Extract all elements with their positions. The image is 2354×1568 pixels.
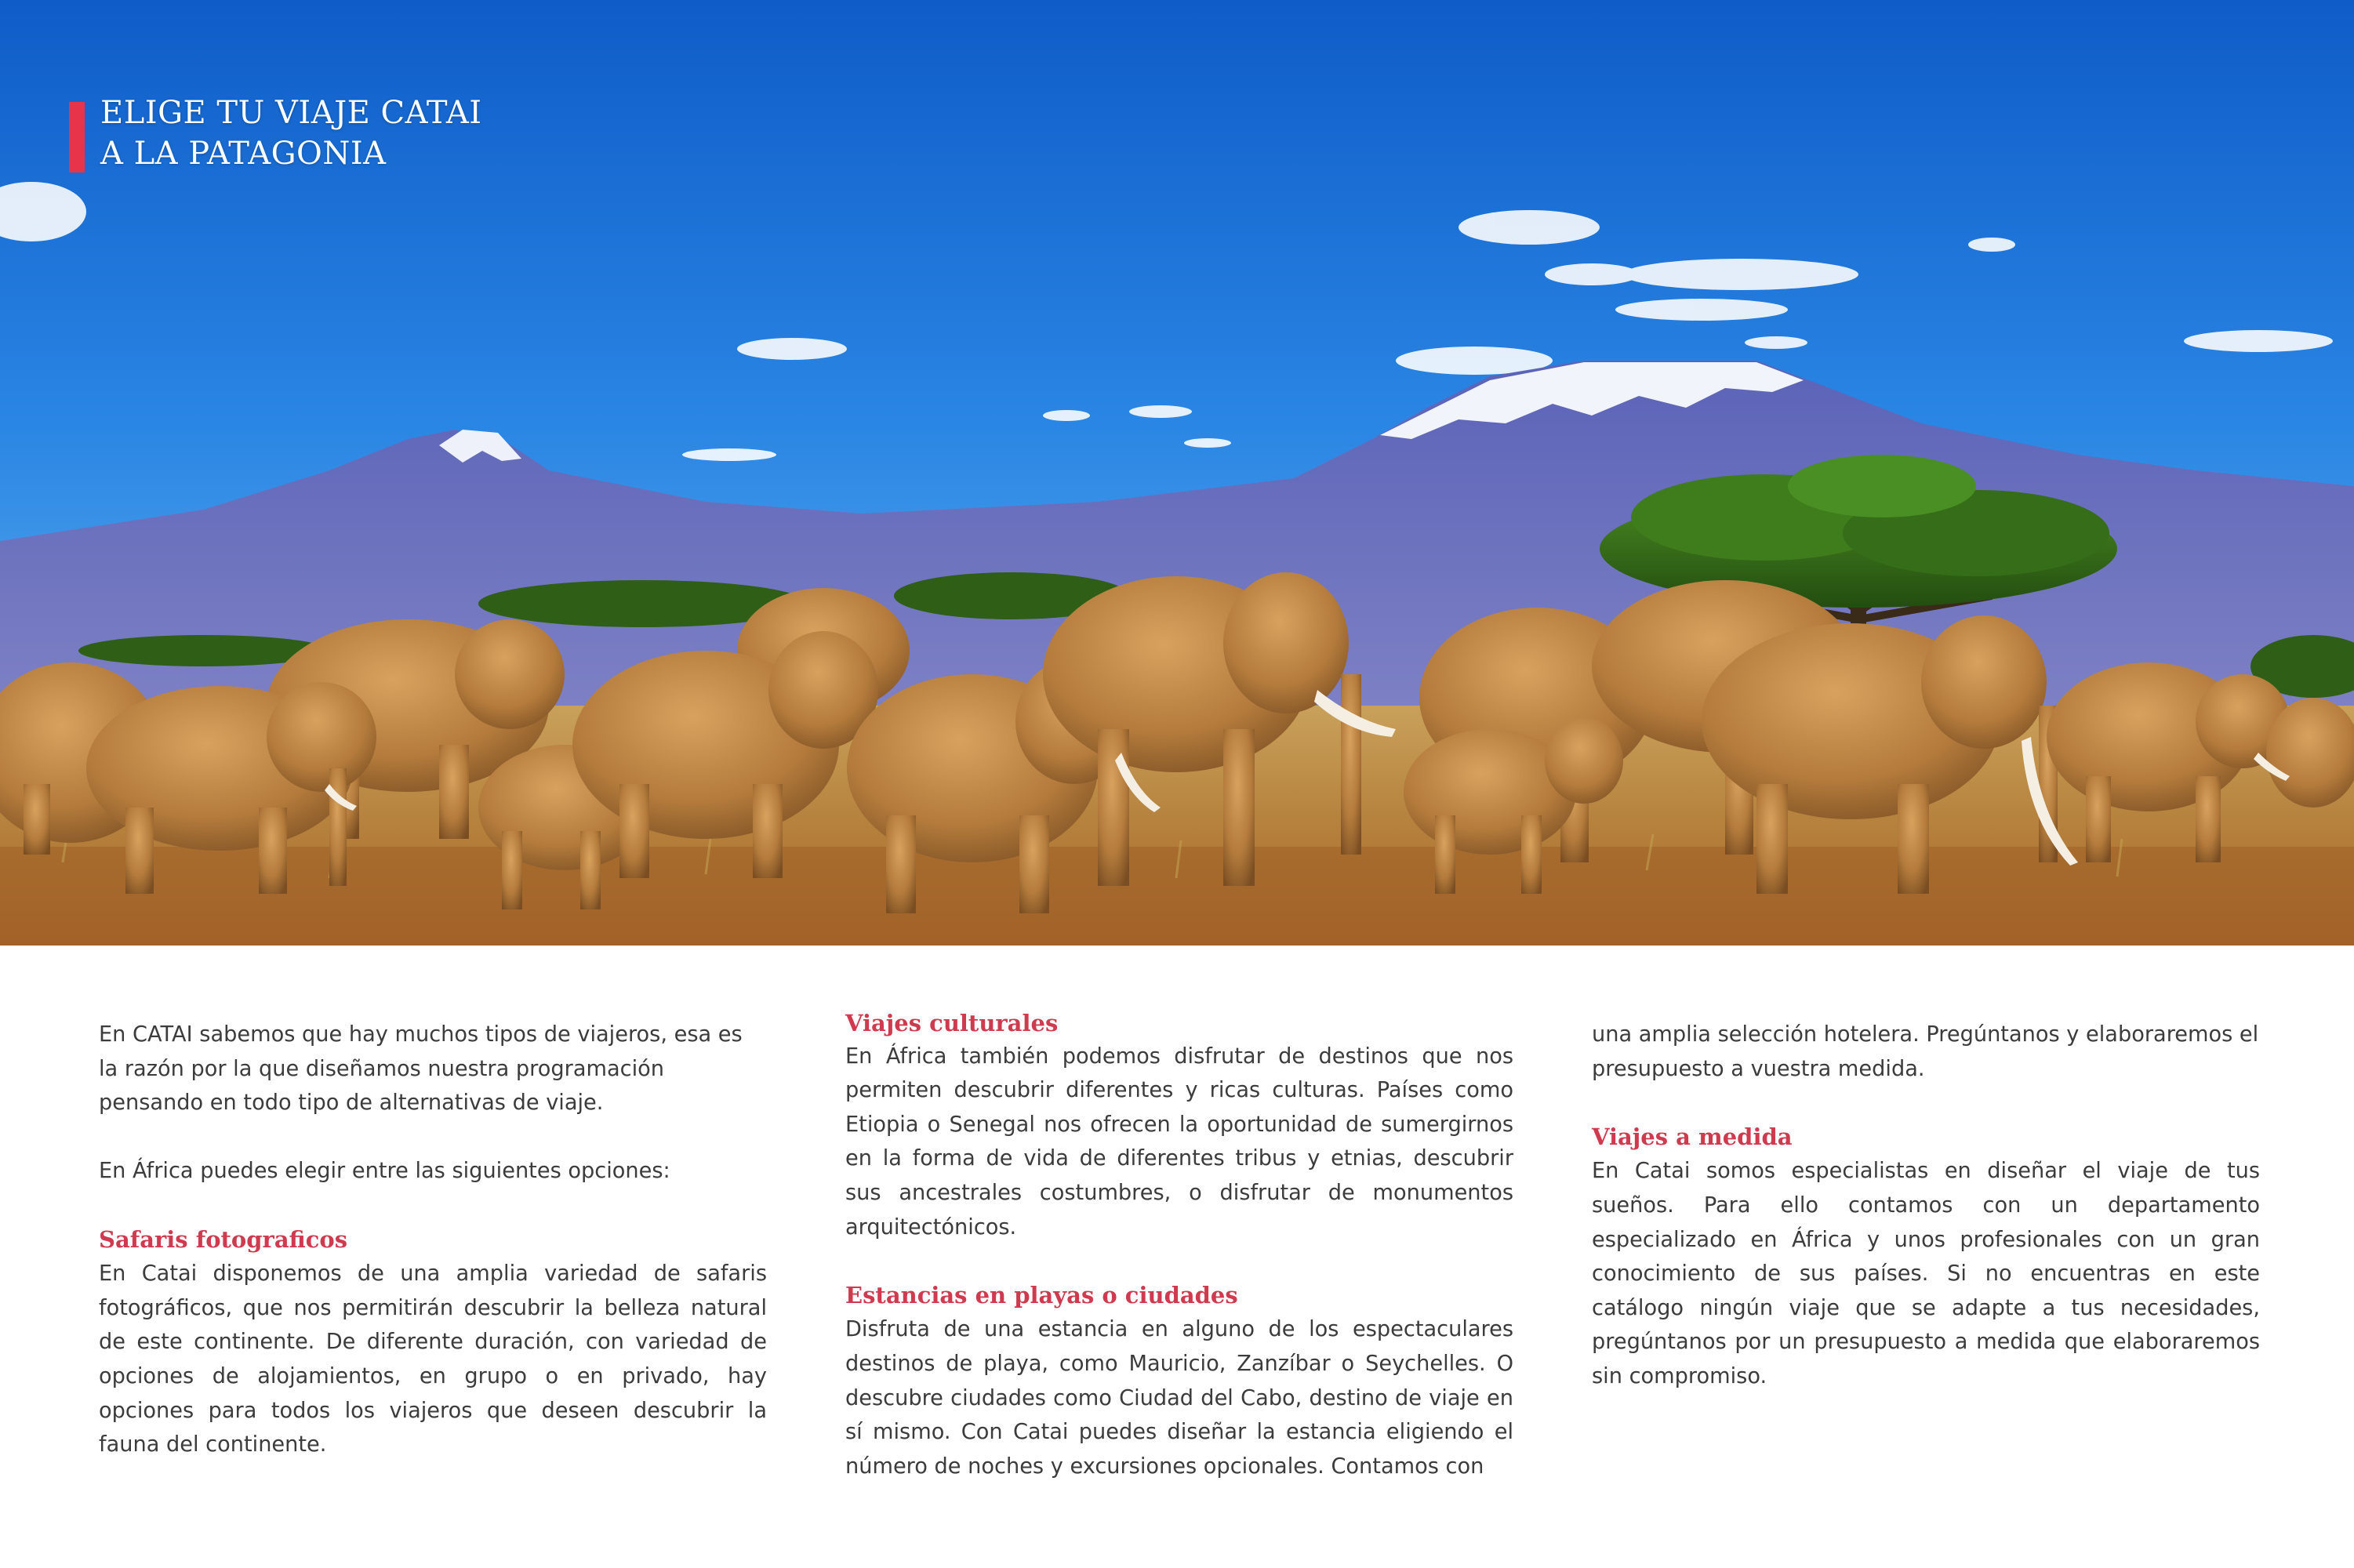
- title-line-1: ELIGE TU VIAJE CATAI: [100, 95, 482, 131]
- intro-options: En África puedes elegir entre las siguientes opciones:: [99, 1159, 670, 1184]
- intro-paragraph: En CATAI sabemos que hay muchos tipos de viajeros, esa es la razón por la que diseñamos nuestra programación pensando en todo tipo de alternativas de viaje.: [99, 1022, 743, 1116]
- title-line-2: A LA PATAGONIA: [100, 136, 387, 172]
- text-column-2: [845, 1010, 1513, 1483]
- section-text-estancias: Disfruta de una estancia en alguno de los espectaculares destinos de playa, como Mauricio, Zanzíbar o Seychelles. O descubre ciudades como Ciudad del Cabo, destino de viaje en sí mismo. Con Catai puedes diseñar la estancia eligiendo el número de noches y excursiones opcionales. Contamos con: [845, 1317, 1513, 1479]
- text-column-3: [1592, 1018, 2260, 1394]
- section-text-medida: En Catai somos especialistas en diseñar el viaje de tus sueños. Para ello contamos con un departamento especializado en África y unos profesionales con un gran conocimiento de sus países. Si no encuentras en este catálogo ningún viaje que se adapte a tus necesidades, pregúntanos por un presupuesto a medida que elaboraremos sin compromiso.: [1592, 1159, 2260, 1388]
- section-heading-estancias: Estancias en playas o ciudades: [845, 1281, 1238, 1308]
- section-text-estancias-cont: una amplia selección hotelera. Pregúntanos y elaboraremos el presupuesto a vuestra medida.: [1592, 1022, 2259, 1081]
- section-heading-safaris: Safaris fotograficos: [99, 1225, 348, 1253]
- section-heading-medida: Viajes a medida: [1592, 1123, 1793, 1150]
- section-heading-culturales: Viajes culturales: [845, 1010, 1059, 1036]
- title-block: [69, 93, 482, 174]
- page-title: [100, 93, 482, 174]
- section-text-culturales: En África también podemos disfrutar de destinos que nos permiten descubrir diferentes y ricas culturas. Países como Etiopia o Senegal nos ofrecen la oportunidad de sumergirnos en la forma de vida de diferentes tribus y etnias, descubrir sus ancestrales costumbres, o disfrutar de monumentos arquitectónicos.: [845, 1044, 1513, 1240]
- text-column-1: [99, 1018, 767, 1462]
- section-text-safaris: En Catai disponemos de una amplia variedad de safaris fotográficos, que nos permitirán descubrir la belleza natural de este continente. De diferente duración, con variedad de opciones de alojamientos, en grupo o en privado, hay opciones para todos los viajeros que deseen descubrir la fauna del continente.: [99, 1261, 767, 1457]
- accent-bar: [69, 102, 85, 172]
